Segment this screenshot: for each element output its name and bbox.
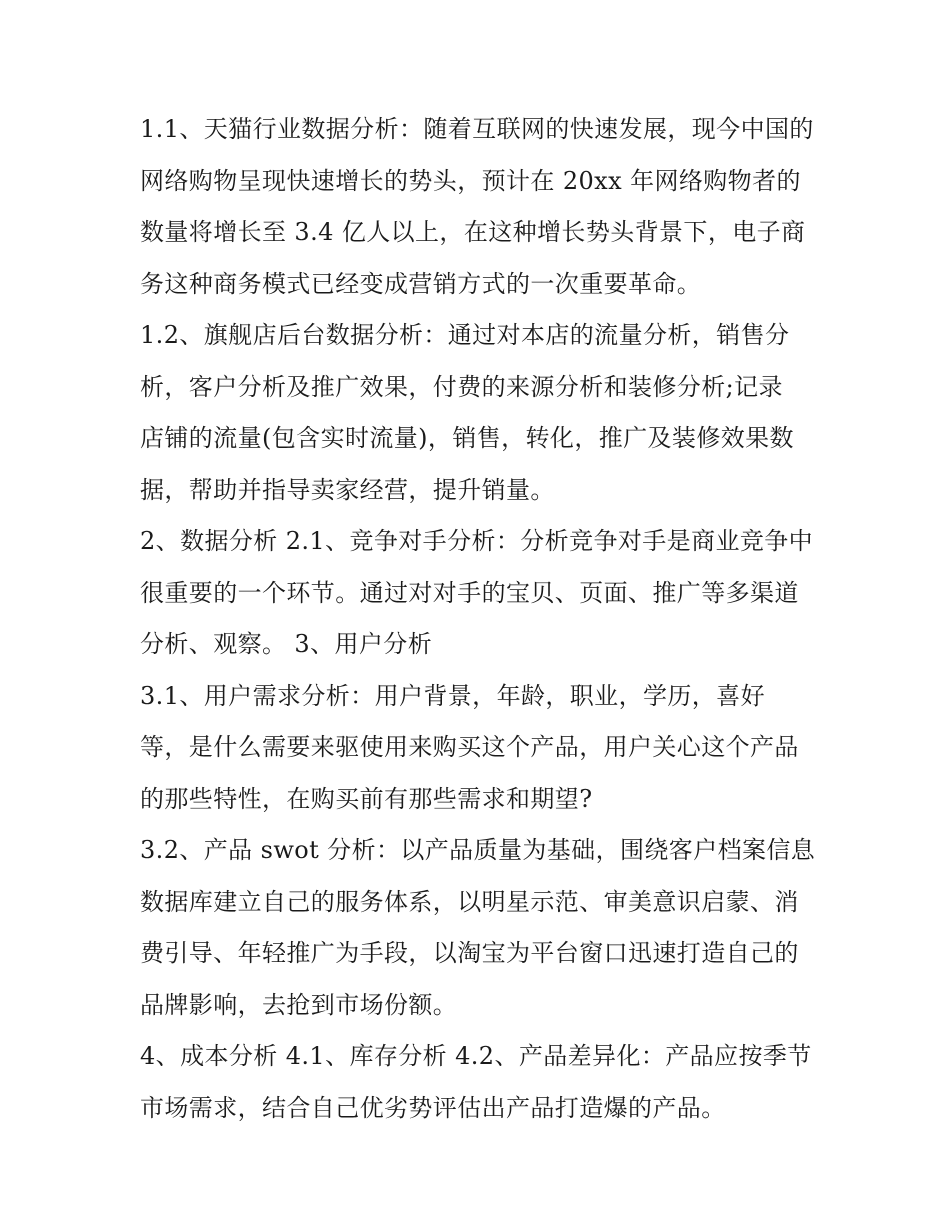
text-line: 1.2、旗舰店后台数据分析：通过对本店的流量分析，销售分	[140, 321, 790, 349]
text-line: 网络购物呈现快速增长的势头，预计在 20xx 年网络购物者的	[140, 166, 801, 195]
text-line: 数据库建立自己的服务体系，以明星示范、审美意识启蒙、消	[140, 887, 799, 916]
text-line: 费引导、年轻推广为手段，以淘宝为平台窗口迅速打造自己的	[140, 939, 799, 967]
text-line: 市场需求，结合自己优劣势评估出产品打造爆的产品。	[140, 1093, 726, 1122]
text-line: 3.1、用户需求分析：用户背景，年龄，职业，学历，喜好	[140, 681, 765, 710]
text-line: 很重要的一个环节。通过对对手的宝贝、页面、推广等多渠道	[140, 578, 799, 607]
text-line: 分析、观察。 3、用户分析	[140, 630, 433, 658]
text-line: 据，帮助并指导卖家经营，提升销量。	[140, 475, 555, 504]
text-line: 数量将增长至 3.4 亿人以上，在这种增长势头背景下，电子商	[140, 218, 806, 246]
text-line: 3.2、产品 swot 分析：以产品质量为基础，围绕客户档案信息	[140, 836, 816, 864]
text-line: 店铺的流量(包含实时流量)，销售，转化，推广及装修效果数	[140, 424, 794, 452]
text-line: 析，客户分析及推广效果，付费的来源分析和装修分析;记录	[140, 372, 783, 401]
text-line: 务这种商务模式已经变成营销方式的一次重要革命。	[140, 269, 702, 298]
document-body	[140, 104, 816, 1134]
text-line: 2、数据分析 2.1、竞争对手分析：分析竞争对手是商业竞争中	[140, 527, 814, 555]
text-line: 等，是什么需要来驱使用来购买这个产品，用户关心这个产品	[140, 733, 799, 761]
text-line: 品牌影响，去抢到市场份额。	[140, 990, 458, 1019]
text-line: 4、成本分析 4.1、库存分析 4.2、产品差异化：产品应按季节	[140, 1042, 812, 1070]
text-line: 1.1、天猫行业数据分析：随着互联网的快速发展，现今中国的	[140, 115, 814, 143]
text-line: 的那些特性，在购买前有那些需求和期望?	[140, 784, 593, 813]
